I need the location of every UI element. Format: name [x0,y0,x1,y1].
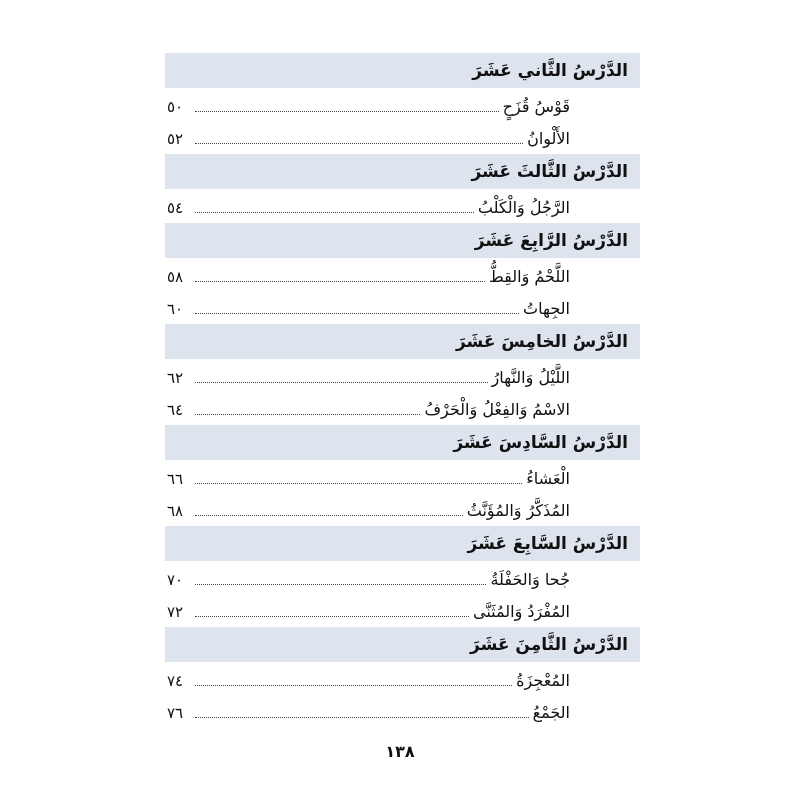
entry-title: جُحا وَالحَفْلَةُ [490,570,570,589]
entry-title: المُفْرَدُ وَالمُثَنَّى [473,602,570,621]
entry-page-number: ٧٠ [167,571,184,589]
entry-page-number: ٥٨ [167,268,184,286]
entry-title: الجِهاتُ [523,299,570,318]
section-header: الدَّرْسُ الخامِسَ عَشَرَ [165,324,640,359]
toc-entry[interactable] [165,122,640,154]
dot-leader [195,483,522,484]
entry-page-number: ٧٤ [167,672,184,690]
entry-page-number: ٧٢ [167,603,184,621]
entry-title: قَوْسُ قُزَحٍ [502,97,570,116]
entry-title: اللَّحْمُ وَالقِطُّ [488,267,570,286]
section-header: الدَّرْسُ الثَّاني عَشَرَ [165,53,640,88]
toc-entry[interactable] [165,292,640,324]
entry-title: اللَّيْلُ وَالنَّهارُ [491,368,570,387]
toc-entry[interactable] [165,393,640,425]
dot-leader [195,143,523,144]
entry-page-number: ٦٤ [167,401,184,419]
entry-page-number: ٥٠ [167,98,184,116]
entry-page-number: ٦٦ [167,470,184,488]
dot-leader [195,717,529,718]
toc-entry[interactable] [165,494,640,526]
page-number: ١٣٨ [385,742,415,761]
toc-entry[interactable] [165,361,640,393]
section-header: الدَّرْسُ الثَّامِنَ عَشَرَ [165,627,640,662]
section-header: الدَّرْسُ الثَّالثَ عَشَرَ [165,154,640,189]
toc-entry[interactable] [165,563,640,595]
entry-page-number: ٦٢ [167,369,184,387]
entry-title: الرَّجُلُ وَالْكَلْبُ [477,198,570,217]
entry-title: الجَمْعُ [532,703,570,722]
entry-page-number: ٦٠ [167,300,184,318]
entry-title: المُعْجِزَةُ [516,671,570,690]
dot-leader [195,281,485,282]
dot-leader [195,685,512,686]
entry-title: الأَلْوانُ [527,129,570,148]
dot-leader [195,515,463,516]
dot-leader [195,584,486,585]
entry-page-number: ٥٤ [167,199,184,217]
dot-leader [195,212,474,213]
toc-entry[interactable] [165,696,640,728]
entry-title: الاسْمُ وَالفِعْلُ وَالْحَرْفُ [424,400,570,419]
toc-entry[interactable] [165,595,640,627]
dot-leader [195,111,499,112]
section-header: الدَّرْسُ السَّابِعَ عَشَرَ [165,526,640,561]
entry-page-number: ٥٢ [167,130,184,148]
toc-entry[interactable] [165,260,640,292]
dot-leader [195,616,469,617]
entry-page-number: ٦٨ [167,502,184,520]
toc-entry[interactable] [165,191,640,223]
table-of-contents [165,53,640,728]
section-header: الدَّرْسُ الرَّابِعَ عَشَرَ [165,223,640,258]
entry-title: المُذَكَّرُ وَالمُؤَنَّثُ [466,501,570,520]
dot-leader [195,313,519,314]
entry-title: الْعَشاءُ [526,469,570,488]
dot-leader [195,414,420,415]
toc-entry[interactable] [165,664,640,696]
dot-leader [195,382,488,383]
section-header: الدَّرْسُ السَّادِسَ عَشَرَ [165,425,640,460]
toc-entry[interactable] [165,462,640,494]
entry-page-number: ٧٦ [167,704,184,722]
toc-entry[interactable] [165,90,640,122]
